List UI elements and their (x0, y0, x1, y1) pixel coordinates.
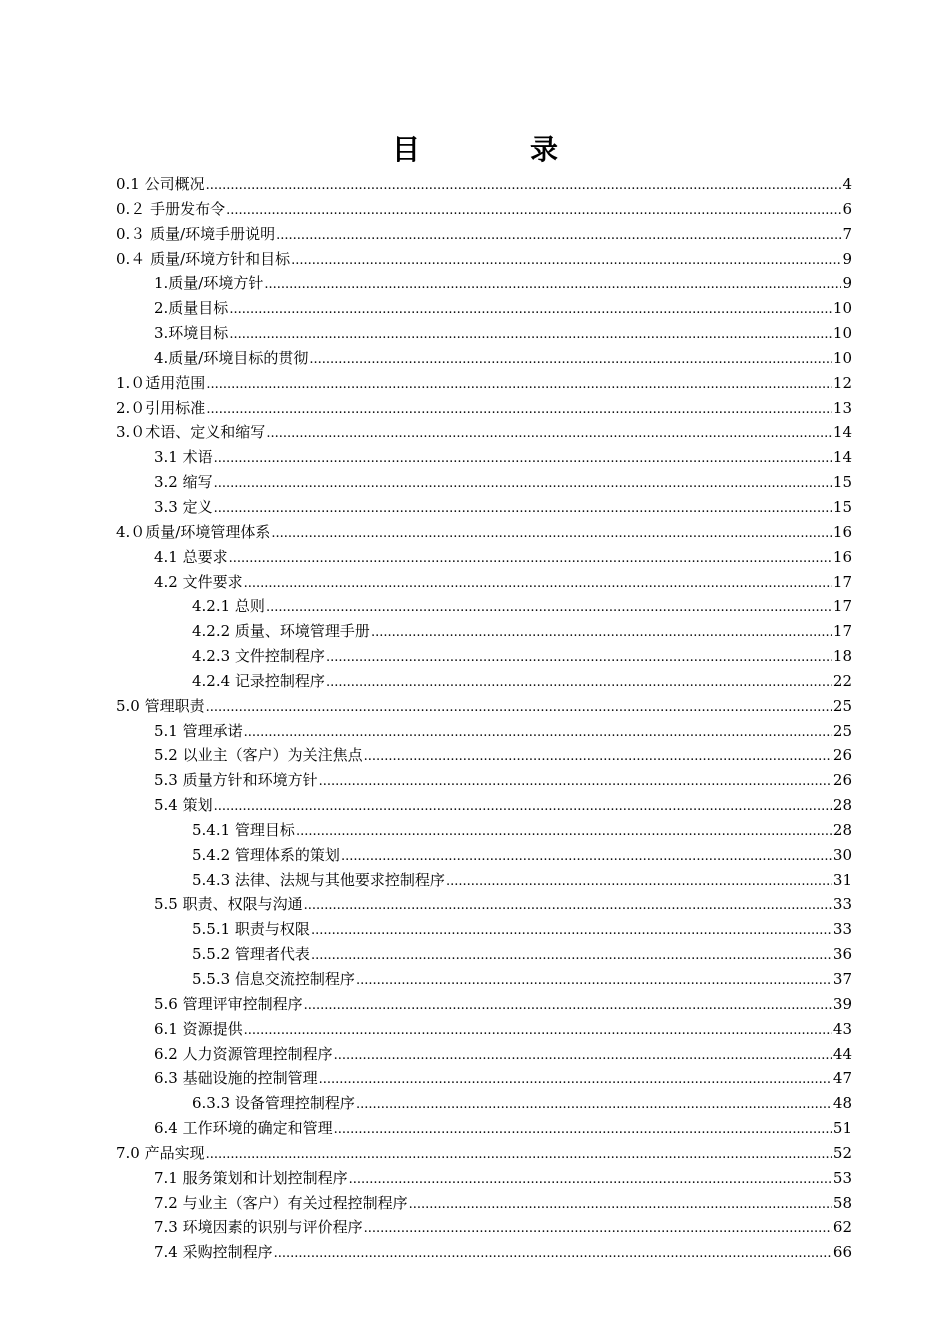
toc-entry[interactable] (116, 594, 852, 619)
toc-entry[interactable] (116, 495, 852, 520)
toc-entry[interactable] (116, 1066, 852, 1091)
dot-leader (364, 745, 832, 770)
dot-leader (274, 1242, 832, 1267)
dot-leader (206, 696, 832, 721)
toc-entry-label: 2.０引用标准 (116, 398, 206, 417)
toc-entry-label: 7.0 产品实现 (116, 1143, 205, 1162)
toc-entry-label: 5.3 质量方针和环境方针 (154, 771, 318, 790)
dot-leader (244, 721, 832, 746)
dot-leader (214, 447, 832, 472)
toc-entry-label: 5.4.2 管理体系的策划 (192, 845, 340, 864)
toc-entry-label: 7.2 与业主（客户）有关过程控制程序 (154, 1193, 408, 1212)
dot-leader (326, 646, 832, 671)
toc-entry-label: 5.5.3 信息交流控制程序 (192, 970, 355, 988)
toc-entry-label: 5.1 管理承诺 (154, 721, 243, 740)
toc-entry-page-number: 6 (842, 199, 852, 218)
dot-leader (206, 174, 842, 199)
dot-leader (334, 1044, 832, 1069)
toc-entry-page-number: 14 (832, 423, 852, 442)
toc-entry-label: 5.6 管理评审控制程序 (154, 994, 303, 1013)
toc-entry[interactable] (116, 247, 852, 272)
toc-entry[interactable] (116, 271, 852, 296)
toc-entry[interactable] (116, 1215, 852, 1240)
toc-entry[interactable] (116, 1240, 852, 1265)
dot-leader (304, 894, 832, 919)
toc-entry[interactable] (116, 644, 852, 669)
toc-entry[interactable] (116, 1166, 852, 1191)
toc-entry[interactable] (116, 296, 852, 321)
toc-entry-page-number: 16 (832, 547, 852, 566)
toc-entry-label: 4.2.1 总则 (192, 597, 265, 616)
toc-entry-page-number: 17 (832, 597, 852, 616)
dot-leader (356, 969, 832, 994)
toc-entry[interactable] (116, 719, 852, 744)
toc-entry[interactable] (116, 1042, 852, 1067)
dot-leader (311, 919, 832, 944)
toc-entry-label: 6.3.3 设备管理控制程序 (192, 1094, 355, 1113)
toc-entry-page-number: 22 (832, 671, 852, 690)
dot-leader (214, 795, 832, 820)
toc-entry-page-number: 4 (842, 175, 852, 193)
toc-entry-page-number: 33 (832, 895, 852, 914)
dot-leader (271, 522, 832, 547)
toc-entry-page-number: 31 (832, 870, 852, 889)
toc-entry-page-number: 48 (832, 1094, 852, 1113)
toc-entry-page-number: 10 (832, 348, 852, 367)
dot-leader (349, 1168, 832, 1193)
toc-entry-label: 4.０质量/环境管理体系 (116, 522, 271, 541)
dot-leader (334, 1118, 832, 1143)
toc-entry-label: 3.０术语、定义和缩写 (116, 423, 266, 442)
toc-entry[interactable] (116, 1116, 852, 1141)
toc-entry-label: 5.2 以业主（客户）为关注焦点 (154, 746, 363, 765)
dot-leader (244, 572, 832, 597)
dot-leader (229, 323, 832, 348)
toc-entry-page-number: 25 (832, 696, 852, 715)
toc-entry-label: 4.质量/环境目标的贯彻 (154, 348, 309, 367)
dot-leader (311, 944, 832, 969)
toc-entry[interactable] (116, 694, 852, 719)
toc-entry-page-number: 52 (832, 1143, 852, 1162)
dot-leader (229, 298, 832, 323)
toc-entry-page-number: 16 (832, 522, 852, 541)
dot-leader (266, 422, 832, 447)
page-title: 目录 (391, 133, 668, 166)
toc-entry-page-number: 66 (832, 1243, 852, 1262)
toc-entry[interactable] (116, 1191, 852, 1216)
toc-entry-label: 0.1 公司概况 (116, 175, 205, 193)
toc-entry-page-number: 17 (832, 572, 852, 591)
dot-leader (229, 547, 832, 572)
dot-leader (364, 1217, 832, 1242)
toc-entry-label: 4.2 文件要求 (154, 572, 243, 591)
toc-entry-label: 2.质量目标 (154, 299, 229, 318)
toc-entry[interactable] (116, 843, 852, 868)
dot-leader (319, 1068, 832, 1093)
toc-entry[interactable] (116, 743, 852, 768)
toc-entry-label: 1.质量/环境方针 (154, 274, 264, 293)
toc-entry[interactable] (116, 793, 852, 818)
toc-entry-page-number: 10 (832, 299, 852, 318)
toc-entry-label: 4.2.4 记录控制程序 (192, 671, 325, 690)
dot-leader (446, 870, 832, 895)
toc-entry-page-number: 26 (832, 771, 852, 790)
toc-entry[interactable] (116, 768, 852, 793)
toc-entry[interactable] (116, 1017, 852, 1042)
toc-entry-page-number: 53 (832, 1168, 852, 1187)
dot-leader (291, 249, 841, 274)
toc-entry-page-number: 9 (842, 274, 852, 293)
toc-entry-page-number: 7 (842, 224, 852, 243)
toc-entry-label: 3.3 定义 (154, 497, 213, 516)
toc-entry-page-number: 44 (832, 1044, 852, 1063)
toc-entry-page-number: 39 (832, 994, 852, 1013)
dot-leader (356, 1093, 832, 1118)
toc-entry-page-number: 58 (832, 1193, 852, 1212)
toc-entry-page-number: 28 (832, 796, 852, 815)
toc-entry[interactable] (116, 396, 852, 421)
toc-entry-label: 5.0 管理职责 (116, 696, 205, 715)
toc-entry-page-number: 28 (832, 820, 852, 839)
toc-entry[interactable] (116, 917, 852, 942)
toc-entry[interactable] (116, 992, 852, 1017)
toc-entry[interactable] (116, 520, 852, 545)
toc-entry-label: 1.０适用范围 (116, 373, 206, 392)
toc-entry-page-number: 9 (842, 249, 852, 268)
toc-entry-page-number: 14 (832, 448, 852, 467)
toc-entry[interactable] (116, 545, 852, 570)
toc-entry-page-number: 37 (832, 970, 852, 988)
toc-entry-label: 5.4.3 法律、法规与其他要求控制程序 (192, 870, 445, 889)
toc-entry-label: 5.4 策划 (154, 796, 213, 815)
toc-entry[interactable] (116, 346, 852, 371)
toc-entry-label: 5.5.1 职责与权限 (192, 920, 310, 939)
toc-entry-page-number: 47 (832, 1069, 852, 1088)
toc-entry[interactable] (116, 172, 852, 197)
dot-leader (266, 596, 832, 621)
dot-leader (296, 820, 832, 845)
dot-leader (326, 671, 832, 696)
toc-entry[interactable] (116, 321, 852, 346)
dot-leader (409, 1193, 832, 1218)
toc-entry-page-number: 15 (832, 497, 852, 516)
toc-entry[interactable] (116, 942, 852, 967)
toc-entry-label: 7.1 服务策划和计划控制程序 (154, 1168, 348, 1187)
toc-entry-label: 4.2.2 质量、环境管理手册 (192, 622, 370, 641)
dot-leader (226, 199, 841, 224)
toc-entry-label: 6.2 人力资源管理控制程序 (154, 1044, 333, 1063)
dot-leader (341, 845, 832, 870)
toc-entry-label: 0.３ 质量/环境手册说明 (116, 224, 276, 243)
toc-entry-label: 5.5 职责、权限与沟通 (154, 895, 303, 914)
dot-leader (244, 1019, 832, 1044)
dot-leader (214, 472, 832, 497)
dot-leader (319, 770, 832, 795)
toc-entry[interactable] (116, 967, 852, 992)
toc-entry-label: 4.1 总要求 (154, 547, 228, 566)
dot-leader (371, 621, 832, 646)
toc-entry-page-number: 15 (832, 473, 852, 492)
toc-entry[interactable] (116, 868, 852, 893)
dot-leader (276, 224, 841, 249)
toc-entry-label: 3.2 缩写 (154, 473, 213, 492)
toc-entry-page-number: 10 (832, 324, 852, 343)
toc-entry-label: 4.2.3 文件控制程序 (192, 647, 325, 666)
toc-entry[interactable] (116, 470, 852, 495)
dot-leader (264, 273, 841, 298)
toc-entry-label: 5.5.2 管理者代表 (192, 945, 310, 964)
toc-entry-label: 0.４ 质量/环境方针和目标 (116, 249, 291, 268)
toc-entry[interactable] (116, 1141, 852, 1166)
toc-entry[interactable] (116, 197, 852, 222)
toc-entry-page-number: 36 (832, 945, 852, 964)
dot-leader (206, 1143, 832, 1168)
dot-leader (214, 497, 832, 522)
toc-entry-page-number: 30 (832, 845, 852, 864)
toc-entry-label: 7.3 环境因素的识别与评价程序 (154, 1218, 363, 1237)
toc-entry-page-number: 25 (832, 721, 852, 740)
toc-entry-label: 6.4 工作环境的确定和管理 (154, 1119, 333, 1138)
toc-entry-label: 5.4.1 管理目标 (192, 820, 295, 839)
dot-leader (304, 994, 832, 1019)
toc-entry[interactable] (116, 222, 852, 247)
table-of-contents (116, 172, 852, 1265)
toc-entry[interactable] (116, 420, 852, 445)
toc-entry[interactable] (116, 892, 852, 917)
toc-entry-page-number: 18 (832, 647, 852, 666)
toc-entry-page-number: 33 (832, 920, 852, 939)
dot-leader (206, 398, 832, 423)
toc-entry-page-number: 51 (832, 1119, 852, 1138)
toc-entry[interactable] (116, 570, 852, 595)
toc-entry-label: 0.２ 手册发布令 (116, 199, 226, 218)
toc-entry-page-number: 26 (832, 746, 852, 765)
toc-entry-page-number: 62 (832, 1218, 852, 1237)
toc-entry-label: 6.1 资源提供 (154, 1019, 243, 1038)
toc-entry-label: 7.4 采购控制程序 (154, 1243, 273, 1262)
toc-entry[interactable] (116, 619, 852, 644)
toc-entry-label: 3.1 术语 (154, 448, 213, 467)
toc-entry-label: 3.环境目标 (154, 324, 229, 343)
dot-leader (309, 348, 832, 373)
toc-entry[interactable] (116, 445, 852, 470)
toc-entry[interactable] (116, 371, 852, 396)
toc-entry-page-number: 17 (832, 622, 852, 641)
dot-leader (206, 373, 832, 398)
toc-entry[interactable] (116, 818, 852, 843)
toc-entry-label: 6.3 基础设施的控制管理 (154, 1069, 318, 1088)
toc-entry-page-number: 43 (832, 1019, 852, 1038)
toc-entry-page-number: 12 (832, 373, 852, 392)
toc-entry[interactable] (116, 669, 852, 694)
toc-entry[interactable] (116, 1091, 852, 1116)
toc-entry-page-number: 13 (832, 398, 852, 417)
